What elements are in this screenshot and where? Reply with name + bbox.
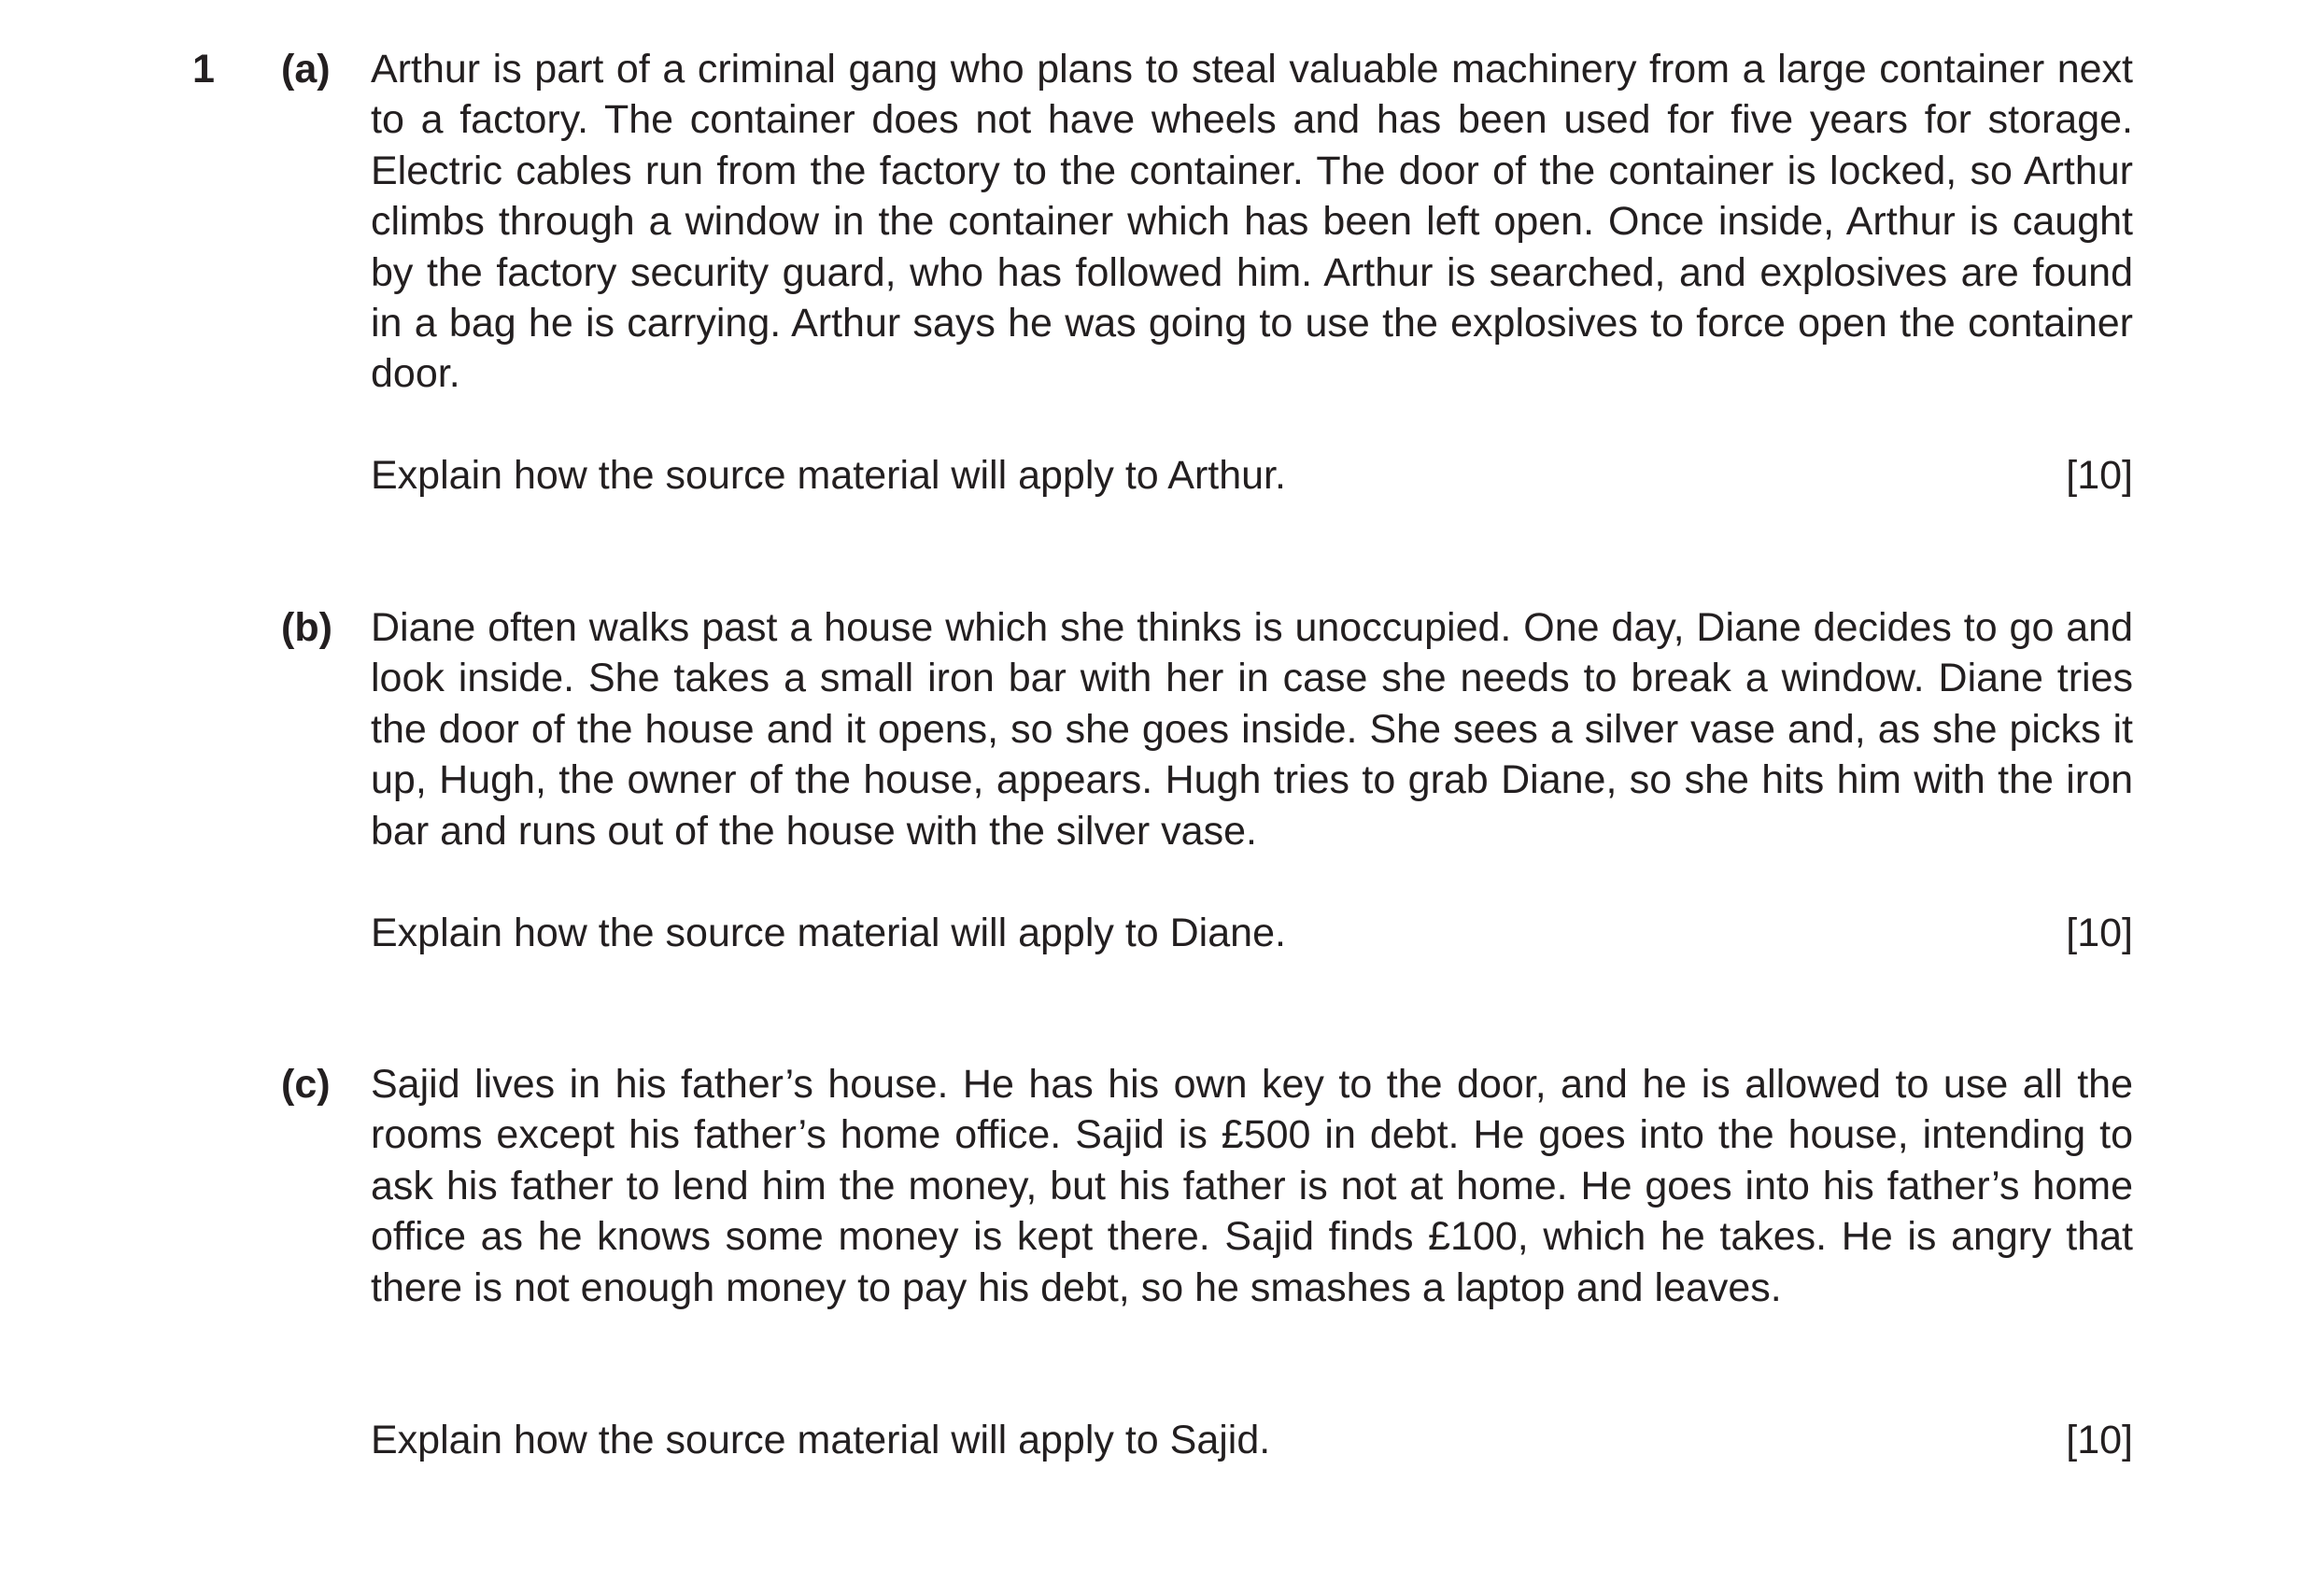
part-c-scenario: Sajid lives in his father’s house. He has his own key to the door, and he is allowed to use all the rooms except his father’s home office. Sajid is £500 in debt. He goes into the house, intending to ask his father to lend him the money, but his father is not at home. He goes into his father’s home office as he knows some money is kept there. Sajid finds £100, which he takes. He is angry that there is not enough money to pay his debt, so he smashes a laptop and leaves. — [371, 1062, 2133, 1310]
question-number: 1 — [192, 47, 215, 92]
part-a-task: Explain how the source material will apply to Arthur. — [371, 453, 1286, 498]
part-b-scenario: Diane often walks past a house which she thinks is unoccupied. One day, Diane decides to go and look inside. She takes a small iron bar with her in case she needs to break a window. Diane tries the door of the house and it opens, so she goes inside. She sees a silver vase and, as she picks it up, Hugh, the owner of the house, appears. Hugh tries to grab Diane, so she hits him with the iron bar and runs out of the house with the silver vase. — [371, 605, 2133, 854]
part-b-task: Explain how the source material will apply to Diane. — [371, 911, 1286, 955]
part-c-marks: [10] — [2066, 1418, 2133, 1462]
part-c-label: (c) — [281, 1062, 331, 1107]
part-b-label: (b) — [281, 605, 332, 650]
part-b-marks: [10] — [2066, 911, 2133, 955]
part-a-scenario: Arthur is part of a criminal gang who plans to steal valuable machinery from a large container next to a factory. The container does not have wheels and has been used for five years for storage. Electric cables run from the factory to the container. The door of the container is locked, so Arthur climbs through a window in the container which has been left open. Once inside, Arthur is caught by the factory security guard, who has followed him. Arthur is searched, and explosives are found in a bag he is carrying. Arthur says he was going to use the explosives to force open the container door. — [371, 47, 2133, 397]
part-a-label: (a) — [281, 47, 331, 92]
part-a-marks: [10] — [2066, 453, 2133, 498]
part-c-task: Explain how the source material will apply to Sajid. — [371, 1418, 1271, 1462]
